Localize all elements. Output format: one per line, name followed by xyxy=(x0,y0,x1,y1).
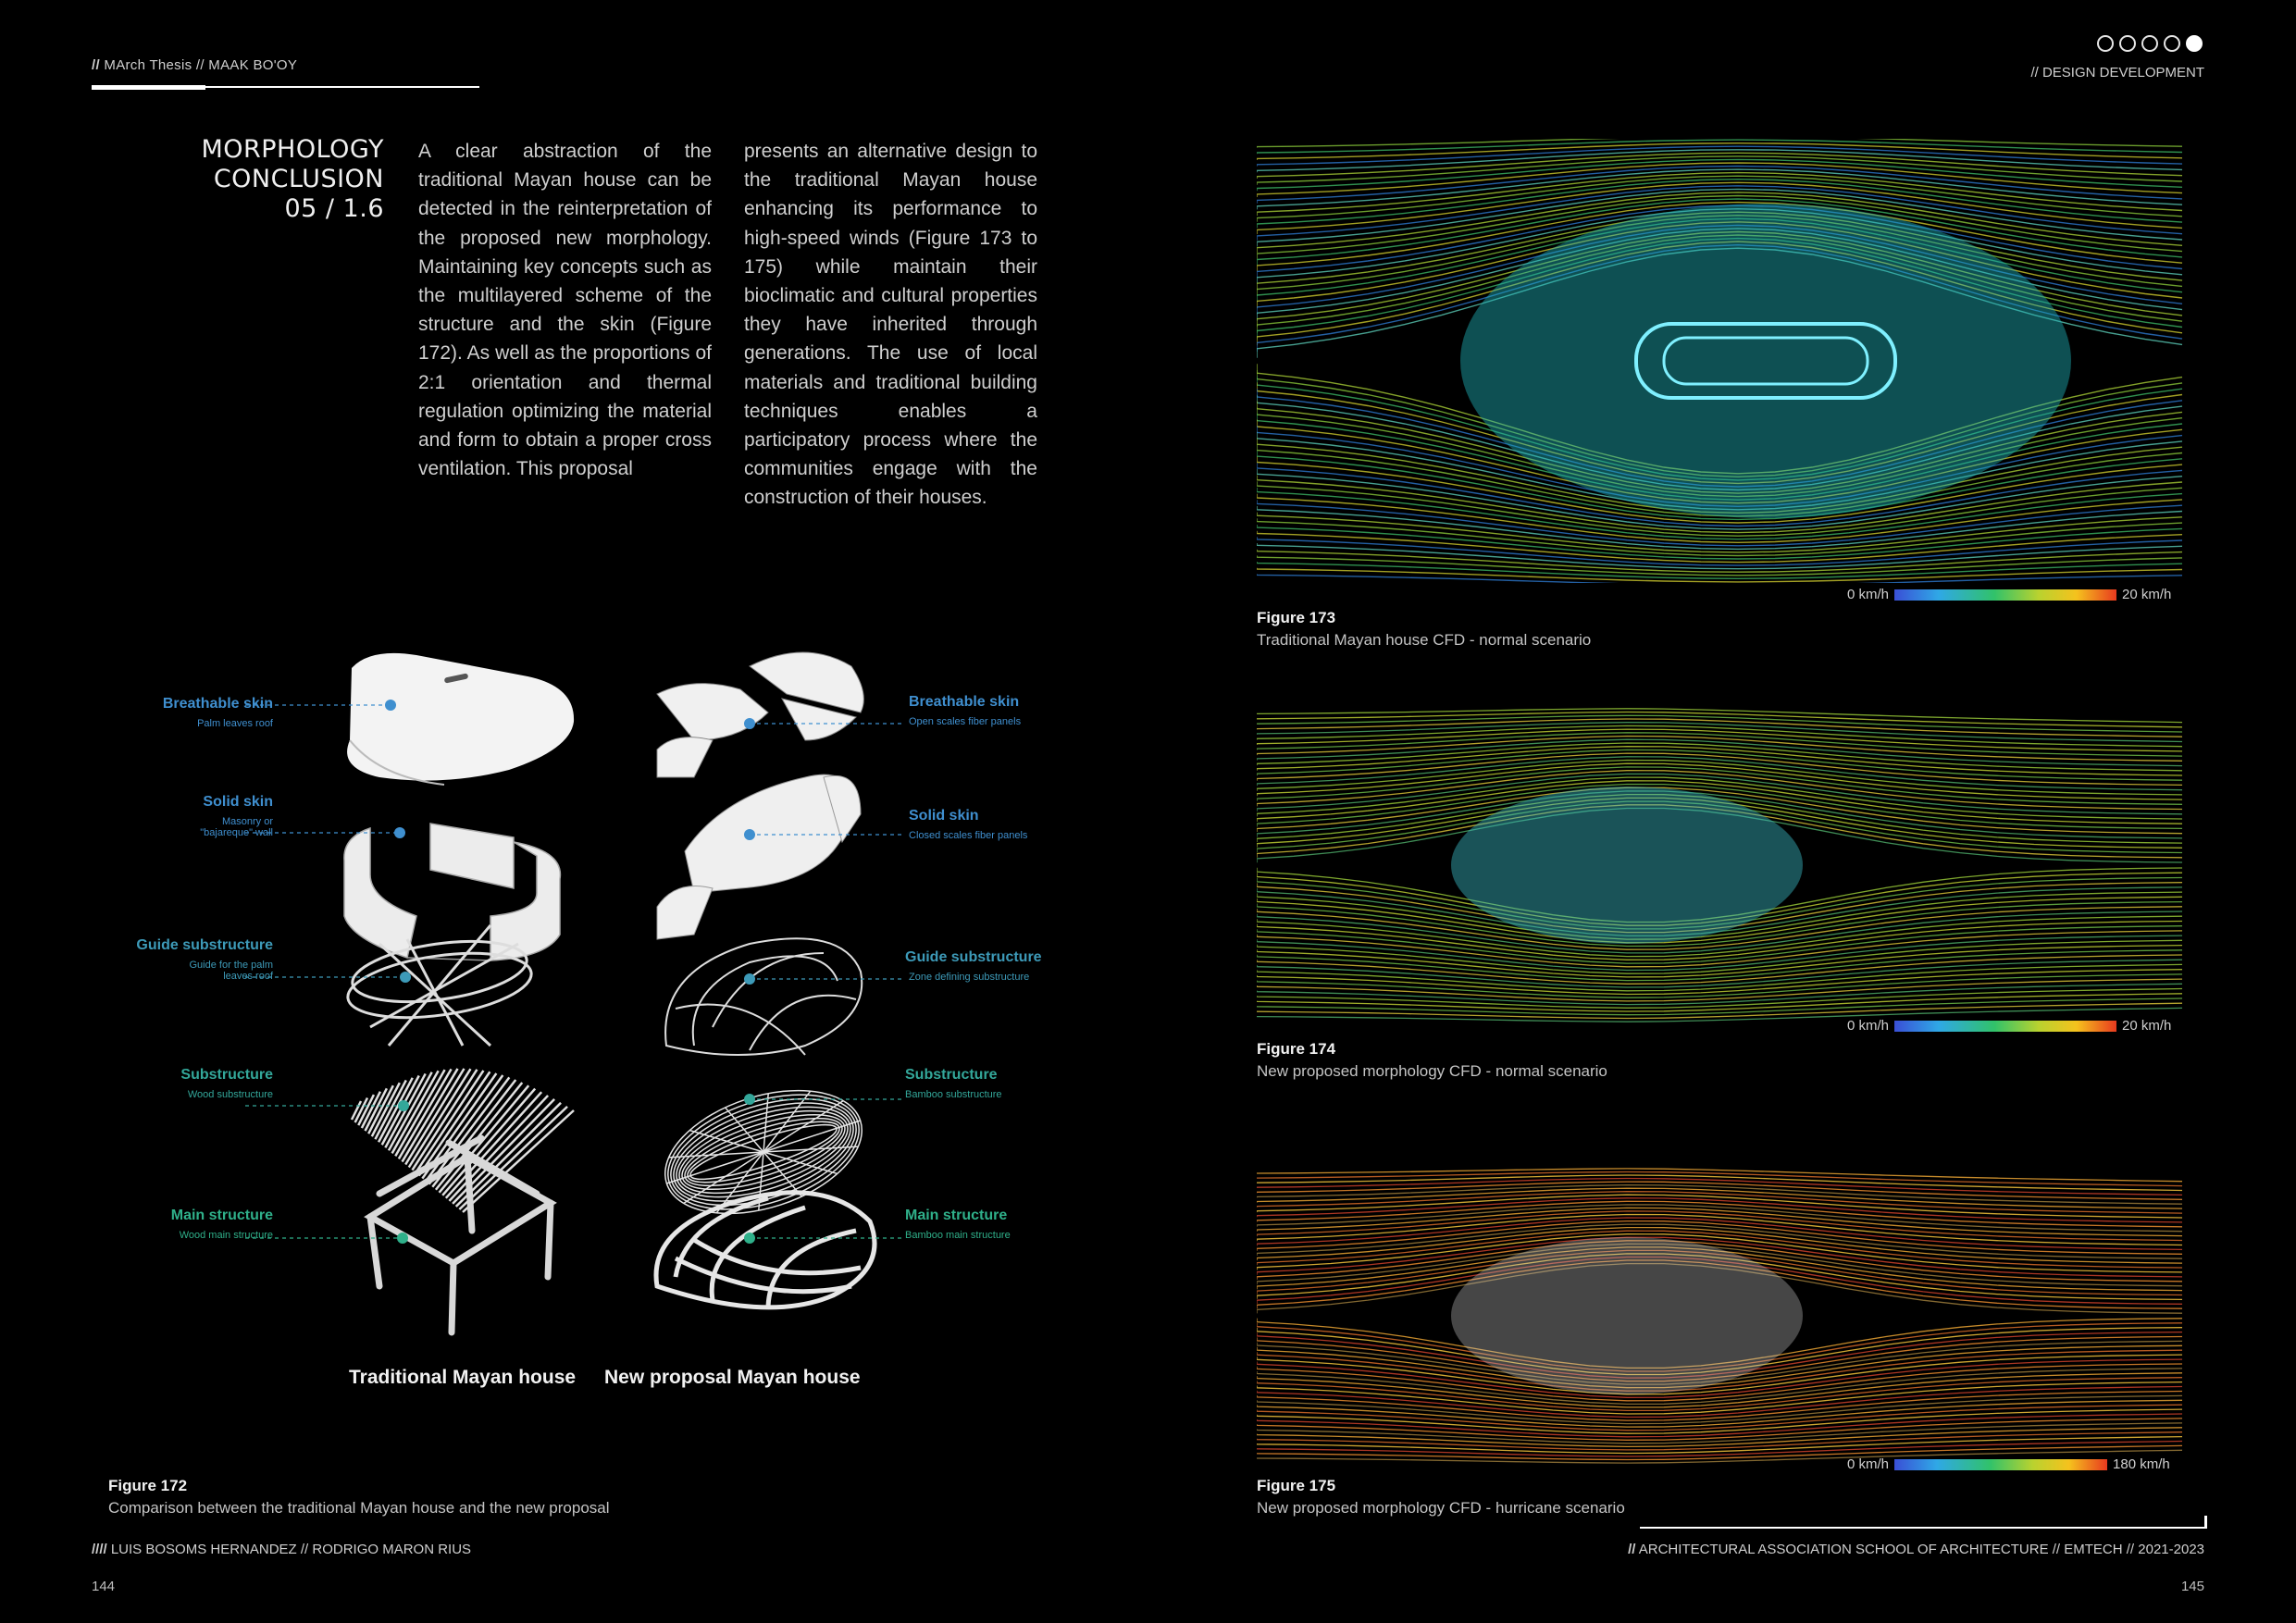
streamline xyxy=(1257,1423,2182,1443)
chapter-progress-dots xyxy=(2097,35,2203,52)
caption-traditional-house: Traditional Mayan house xyxy=(349,1367,577,1388)
body-text-column-1: A clear abstraction of the traditional Mayan house can be detected in the reinterpretation of the proposed new morphology. Maintaining key concepts such as the multilayered scheme of the structure and the skin (Figure 172). As well as the proportions of 2:1 orientation and thermal regulation optimizing the material and form to obtain a proper cross ventilation. This proposal xyxy=(418,141,712,480)
leader-dot xyxy=(744,973,755,985)
velocity-color-bar xyxy=(1894,589,2116,601)
streamline xyxy=(1257,1175,2182,1191)
cfd-streamlines-traditional xyxy=(1257,139,2188,583)
streamline xyxy=(1257,1188,2182,1208)
figure-173-caption xyxy=(1257,609,1591,650)
right-layer-sub-3: Bamboo substructure xyxy=(905,1089,1002,1100)
exploded-axonometric-diagram xyxy=(102,638,1055,1397)
running-header-right: // DESIGN DEVELOPMENT xyxy=(2030,65,2204,81)
axonometric-drawing xyxy=(102,638,1055,1397)
figure-175-velocity-scale xyxy=(1847,1456,2170,1472)
left-layer-label-4: Main structure xyxy=(170,1208,273,1223)
velocity-color-bar xyxy=(1894,1021,2116,1032)
header-rule-progress xyxy=(92,85,205,90)
body-text-column-2: presents an alternative design to the traditional Mayan house enhancing its performance to high-speed winds (Figure 173 to 175) while maintain their bioclimatic and cultural properties they have inherited through generations. The use of local materials and traditional building techniques enables a participatory process where the communities engage with the construction of their houses. xyxy=(744,141,1037,509)
leader-dot xyxy=(400,972,411,983)
progress-dot xyxy=(2097,35,2114,52)
streamline xyxy=(1257,143,2182,160)
streamline xyxy=(1257,715,2182,732)
leader-dot xyxy=(744,1233,755,1244)
proposal-roof-drawing xyxy=(657,652,863,777)
figure-175-cfd-image xyxy=(1257,1168,2188,1464)
proposal-guide-substructure-drawing xyxy=(665,938,862,1055)
figure-173-text: Traditional Mayan house CFD - normal scenario xyxy=(1257,631,1592,649)
right-layer-label-2: Guide substructure xyxy=(905,949,1042,965)
scale-max-label: 20 km/h xyxy=(2122,587,2172,602)
figure-175-caption xyxy=(1257,1477,1625,1518)
progress-dot xyxy=(2119,35,2136,52)
scale-min-label: 0 km/h xyxy=(1847,587,1890,602)
leader-dot xyxy=(744,829,755,840)
streamline xyxy=(1257,709,2182,723)
cfd-streamlines-proposal-hurricane xyxy=(1257,1168,2188,1464)
figure-174-velocity-scale xyxy=(1847,1018,2171,1034)
leader-dot xyxy=(394,827,405,838)
leader-dot xyxy=(744,1094,755,1105)
section-title: MORPHOLOGY CONCLUSION 05 / 1.6 xyxy=(201,135,384,223)
figure-173-cfd-image xyxy=(1257,139,2188,583)
velocity-color-bar xyxy=(1894,1459,2107,1470)
scale-max-label: 180 km/h xyxy=(2113,1456,2170,1472)
figure-175-title: Figure 175 xyxy=(1257,1477,1336,1494)
right-layer-sub-1: Closed scales fiber panels xyxy=(909,830,1028,841)
figure-172-text: Comparison between the traditional Mayan house and the new proposal xyxy=(108,1499,610,1517)
running-footer-right: // ARCHITECTURAL ASSOCIATION SCHOOL OF ARCHITECTURE // EMTECH // 2021-2023 xyxy=(1628,1542,2204,1557)
scale-min-label: 0 km/h xyxy=(1847,1018,1890,1034)
proposal-substructure-drawing xyxy=(650,1068,877,1236)
running-header-left: // MArch Thesis // MAAK BO'OY xyxy=(92,57,298,73)
streamline xyxy=(1257,1442,2182,1457)
leader-dot xyxy=(744,718,755,729)
scale-min-label: 0 km/h xyxy=(1847,1456,1890,1472)
page-number-left: 144 xyxy=(92,1579,116,1594)
left-layer-label-2: Guide substructure xyxy=(136,937,273,953)
streamline xyxy=(1257,729,2182,751)
running-footer-left: //// LUIS BOSOMS HERNANDEZ // RODRIGO MARON RIUS xyxy=(92,1542,472,1557)
house-body-silhouette xyxy=(1460,204,2071,518)
scale-max-label: 20 km/h xyxy=(2122,1018,2172,1034)
figure-172-caption xyxy=(108,1477,610,1518)
left-layer-label-0: Breathable skin xyxy=(162,696,273,712)
figure-173-title: Figure 173 xyxy=(1257,609,1336,626)
left-layer-label-3: Substructure xyxy=(180,1067,273,1083)
streamline xyxy=(1257,562,2182,578)
footer-rule-tick xyxy=(2204,1516,2207,1529)
rafter-line xyxy=(362,1092,380,1128)
right-layer-sub-2: Zone defining substructure xyxy=(909,972,1030,983)
left-layer-label-1: Solid skin xyxy=(203,794,273,810)
house-body-silhouette xyxy=(1451,787,1803,944)
right-layer-label-3: Substructure xyxy=(905,1067,998,1083)
progress-dot xyxy=(2186,35,2203,52)
right-layer-sub-4: Bamboo main structure xyxy=(905,1230,1011,1241)
figure-174-title: Figure 174 xyxy=(1257,1040,1336,1058)
progress-dot xyxy=(2141,35,2158,52)
right-layer-label-4: Main structure xyxy=(905,1208,1008,1223)
figure-174-text: New proposed morphology CFD - normal scenario xyxy=(1257,1062,1607,1080)
figure-172-title: Figure 172 xyxy=(108,1477,188,1494)
rafter-line xyxy=(352,1101,361,1120)
streamline xyxy=(1257,979,2182,1001)
proposal-solid-skin-drawing xyxy=(657,774,861,939)
cfd-streamlines-proposal-normal xyxy=(1257,708,2188,1022)
left-layer-sub-1: Masonry or "bajareque" wall xyxy=(200,816,273,838)
page-number-right: 145 xyxy=(2180,1579,2204,1594)
streamline xyxy=(1257,1169,2182,1182)
left-layer-sub-0: Palm leaves roof xyxy=(197,718,273,729)
figure-175-text: New proposed morphology CFD - hurricane scenario xyxy=(1257,1499,1625,1517)
left-layer-sub-2: Guide for the palm leaves roof xyxy=(189,960,273,982)
rafter-line xyxy=(379,1078,413,1142)
figure-174-caption xyxy=(1257,1040,1607,1081)
footer-rule xyxy=(1640,1527,2206,1529)
progress-dot xyxy=(2164,35,2180,52)
streamline xyxy=(1257,998,2182,1015)
caption-new-proposal-house: New proposal Mayan house xyxy=(604,1367,861,1388)
figure-173-velocity-scale xyxy=(1847,587,2171,602)
leader-dot xyxy=(397,1233,408,1244)
traditional-wall-drawing xyxy=(344,824,561,960)
right-layer-sub-0: Open scales fiber panels xyxy=(909,716,1022,727)
house-body-silhouette xyxy=(1451,1237,1803,1394)
leader-dot xyxy=(385,700,396,711)
proposal-main-structure-drawing xyxy=(656,1193,875,1309)
right-layer-label-1: Solid skin xyxy=(909,808,979,824)
left-layer-sub-4: Wood main structure xyxy=(179,1230,273,1241)
traditional-roof-drawing xyxy=(347,653,574,785)
left-layer-sub-3: Wood substructure xyxy=(187,1089,273,1100)
right-layer-label-0: Breathable skin xyxy=(909,694,1020,710)
figure-174-cfd-image xyxy=(1257,708,2188,1022)
leader-dot xyxy=(398,1100,409,1111)
